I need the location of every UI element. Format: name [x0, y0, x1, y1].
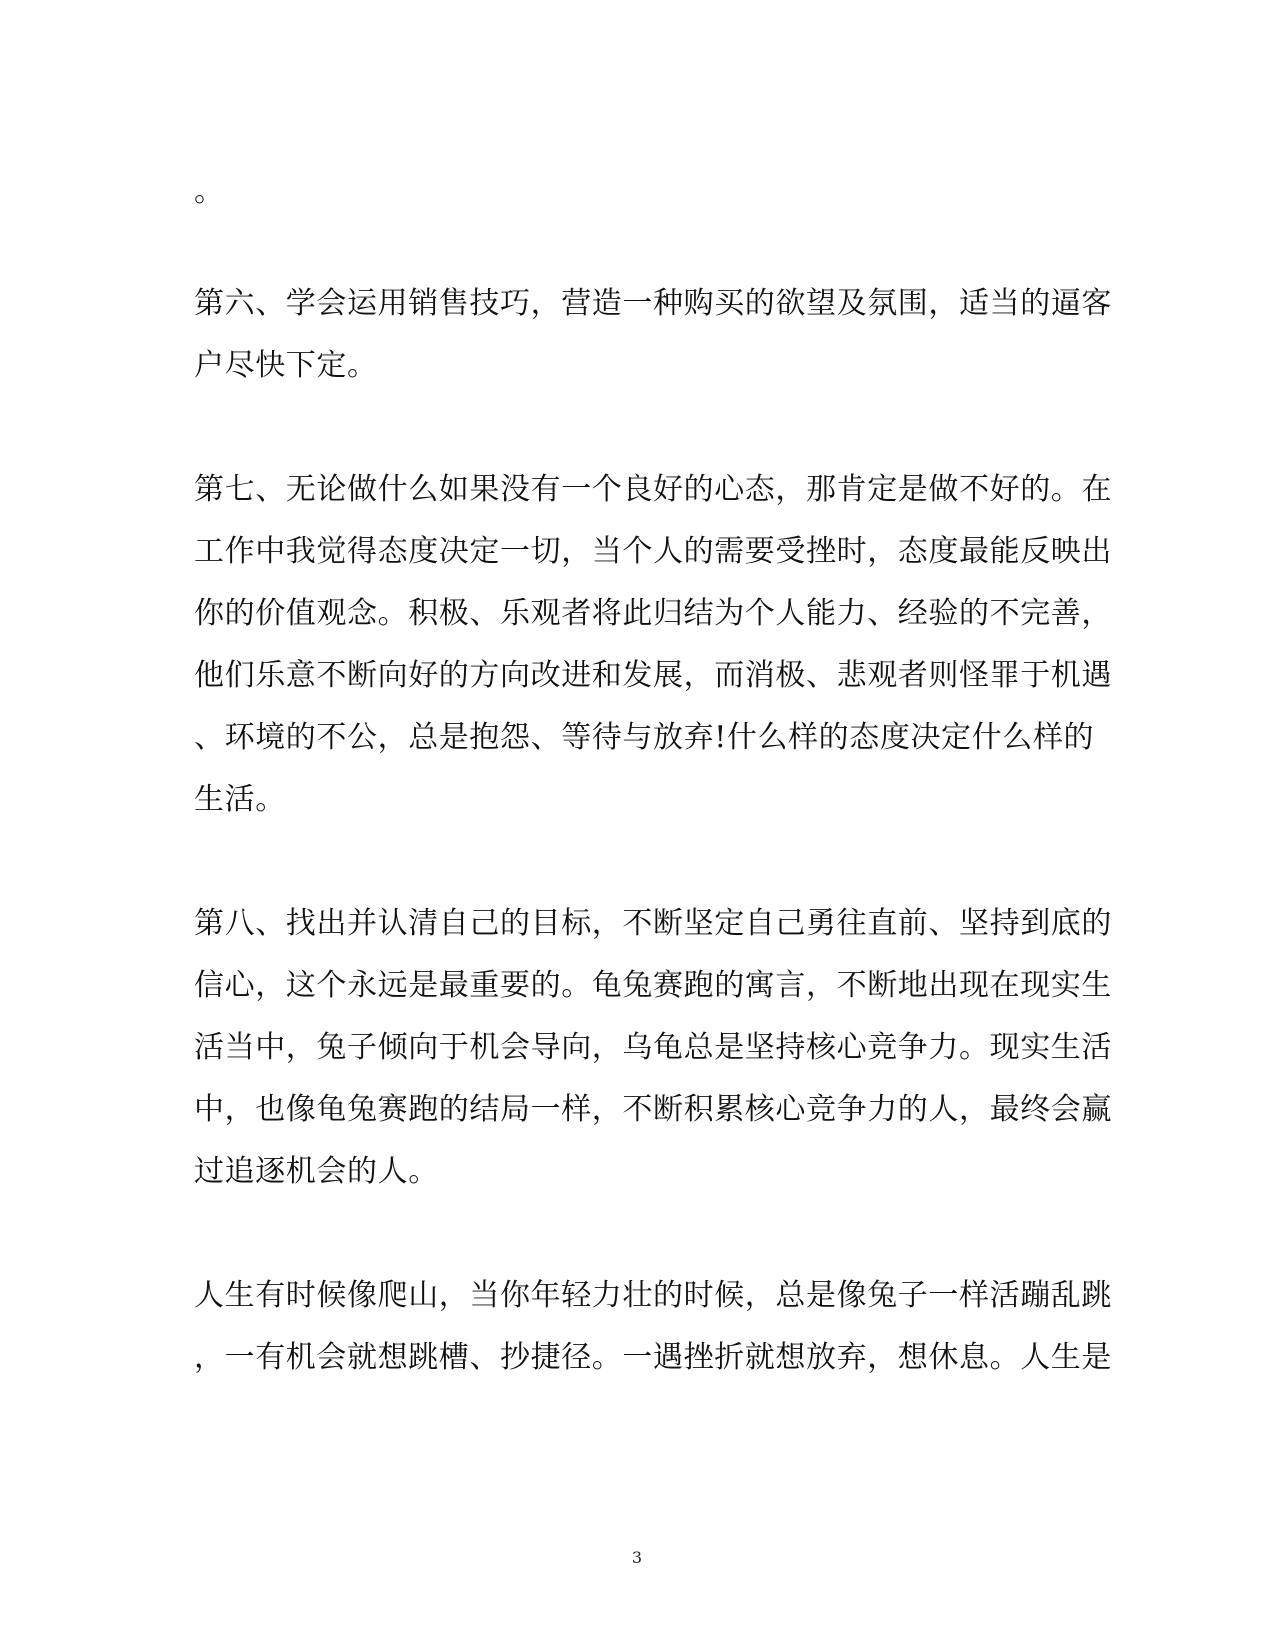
text-line-5: 工作中我觉得态度决定一切，当个人的需要受挫时，态度最能反映出: [194, 534, 1112, 569]
text-line-4: 第七、无论做什么如果没有一个良好的心态，那肯定是做不好的。在: [194, 472, 1112, 507]
text-line-15: 人生有时候像爬山，当你年轻力壮的时候，总是像兔子一样活蹦乱跳: [194, 1278, 1112, 1313]
text-line-11: 信心，这个永远是最重要的。龟兔赛跑的寓言，不断地出现在现实生: [194, 968, 1112, 1003]
text-line-16: ，一有机会就想跳槽、抄捷径。一遇挫折就想放弃，想休息。人生是: [194, 1340, 1112, 1375]
page-number: 3: [631, 1548, 643, 1567]
text-line-7: 他们乐意不断向好的方向改进和发展，而消极、悲观者则怪罪于机遇: [194, 658, 1112, 693]
text-line-10: 第八、找出并认清自己的目标，不断坚定自己勇往直前、坚持到底的: [194, 906, 1112, 941]
text-line-6: 你的价值观念。积极、乐观者将此归结为个人能力、经验的不完善，: [194, 596, 1112, 631]
text-line-9: 生活。: [194, 782, 286, 817]
text-line-14: 过追逐机会的人。: [194, 1154, 439, 1189]
text-line-13: 中，也像龟兔赛跑的结局一样，不断积累核心竞争力的人，最终会赢: [194, 1092, 1112, 1127]
text-line-2: 第六、学会运用销售技巧，营造一种购买的欲望及氛围，适当的逼客: [194, 286, 1112, 321]
text-line-8: 、环境的不公，总是抱怨、等待与放弃!什么样的态度决定什么样的: [194, 720, 1095, 755]
text-line-12: 活当中，兔子倾向于机会导向，乌龟总是坚持核心竞争力。现实生活: [194, 1030, 1112, 1065]
text-line-1: 。: [194, 174, 225, 209]
text-line-3: 户尽快下定。: [194, 348, 378, 383]
